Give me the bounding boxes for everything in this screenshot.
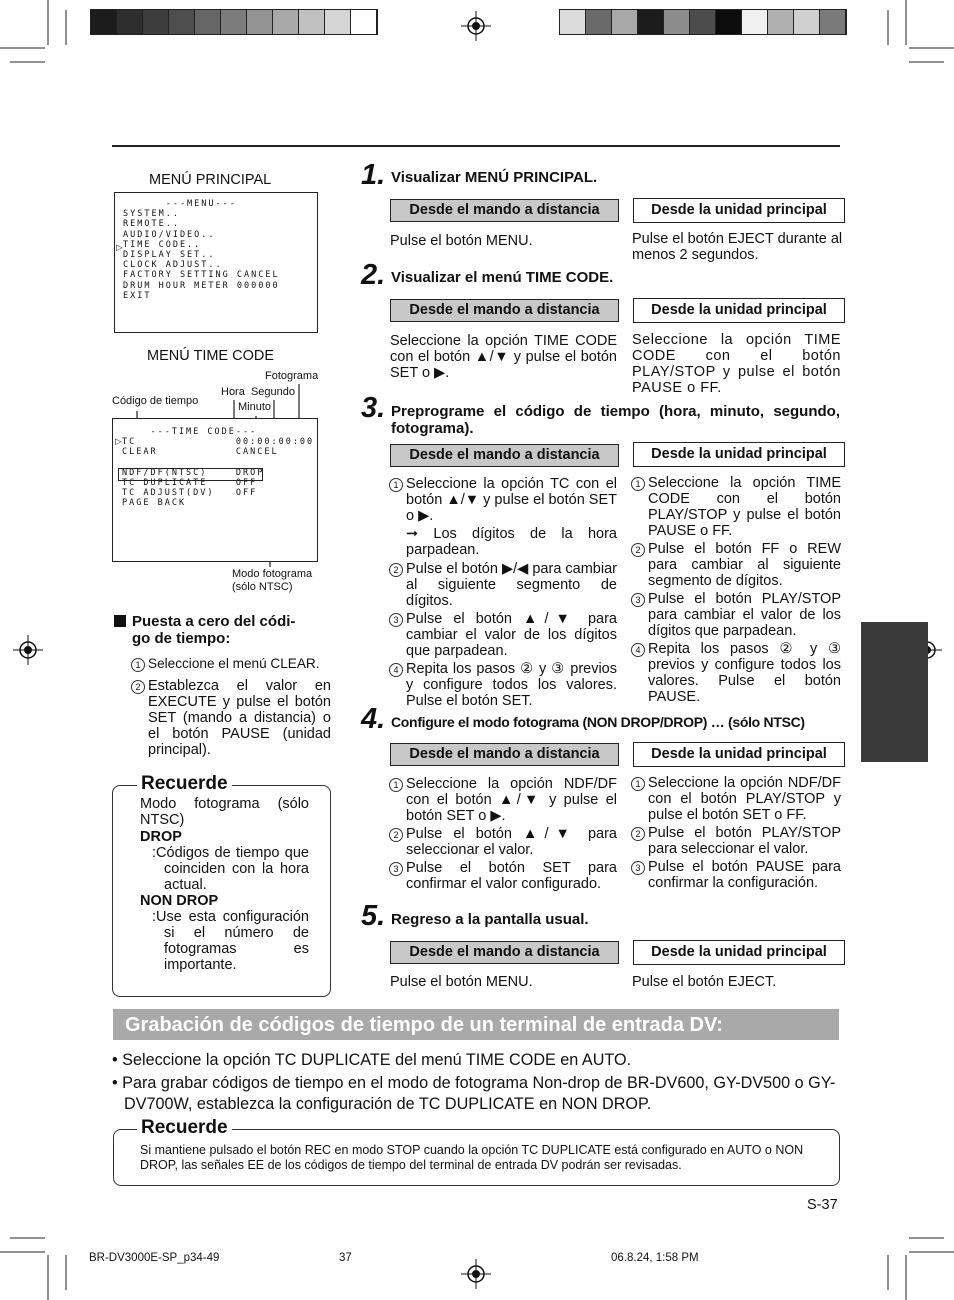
step-item — [631, 475, 841, 539]
step-item-number: 3 — [389, 862, 403, 876]
color-swatch — [820, 10, 846, 34]
annotation-fotograma: Fotograma — [265, 370, 319, 382]
footer-file: BR-DV3000E-SP_p34-49 — [89, 1252, 220, 1264]
step-item-text: Seleccione la opción TC con el botón ▲/▼ y pulse el botón SET o ▶. — [406, 476, 617, 524]
step-item-text: Repita los pasos ② y ③ previos y configure todos los valores. Pulse el botón PAUSE. — [648, 641, 841, 705]
step-2-unit-tag: Desde la unidad principal — [633, 298, 845, 323]
step-item-number: 2 — [389, 828, 403, 842]
step-item-text: Pulse el botón PAUSE para confirmar la configuración. — [648, 859, 841, 891]
step-3-number: 3. — [361, 392, 386, 424]
section-bullets — [112, 1050, 842, 1116]
step-1-title: Visualizar MENÚ PRINCIPAL. — [391, 169, 598, 186]
step-item-number: 3 — [389, 613, 403, 627]
annotation-minuto: Minuto — [238, 401, 272, 413]
step-item — [389, 476, 617, 524]
step-item-number: 3 — [631, 861, 645, 875]
recuerde-intro: Modo fotograma (sólo NTSC) — [140, 796, 309, 828]
menu-cursor-icon: ▷ — [116, 242, 123, 252]
step-item — [389, 526, 617, 558]
step-3-unit-tag: Desde la unidad principal — [633, 442, 845, 467]
step-item — [631, 825, 841, 857]
color-swatch — [273, 10, 299, 34]
registration-mark-top-icon — [461, 11, 491, 41]
puesta-list — [131, 656, 331, 758]
nondrop-label: NON DROP — [140, 893, 219, 909]
step-item-text: Pulse el botón ▲/▼ para cambiar el valor de los dígitos que parpadean. — [406, 611, 617, 659]
recuerde-title-left: Recuerde — [137, 773, 232, 795]
recuerde-text-bottom: Si mantiene pulsado el botón REC en modo STOP cuando la opción TC DUPLICATE está configurado en AUTO o NON DROP, las señales EE de los códigos de tiempo del terminal de entrada DV podrán ser revisadas. — [140, 1143, 804, 1172]
step-1-remote-text: Pulse el botón MENU. — [390, 233, 533, 249]
step-item-number: 4 — [631, 643, 645, 657]
step-item-number: 3 — [631, 593, 645, 607]
color-swatch — [169, 10, 195, 34]
color-swatch — [638, 10, 664, 34]
step-3-remote-tag: Desde el mando a distancia — [390, 444, 619, 467]
annotation-modo-fotograma: Modo fotograma (sólo NTSC) — [232, 568, 313, 593]
drop-text: :Códigos de tiempo que coinciden con la hora actual. — [152, 845, 309, 893]
step-item-text: Pulse el botón ▶/◀ para cambiar al siguiente segmento de dígitos. — [406, 561, 617, 609]
step-item-text: Repita los pasos ② y ③ previos y configure todos los valores. Pulse el botón SET. — [406, 661, 617, 709]
step-item-text: Pulse el botón PLAY/STOP para cambiar el valor de los dígitos que parpadean. — [648, 591, 841, 639]
color-swatch — [690, 10, 716, 34]
footer-date: 06.8.24, 1:58 PM — [611, 1252, 699, 1264]
step-item-text: Seleccione la opción TIME CODE con el botón PLAY/STOP y pulse el botón PAUSE o FF. — [648, 475, 841, 539]
step-4-unit-list — [631, 775, 841, 893]
color-swatch — [299, 10, 325, 34]
step-item — [631, 859, 841, 891]
puesta-item: 1 Seleccione el menú CLEAR. — [131, 656, 331, 672]
step-3-unit-list — [631, 475, 841, 707]
step-item-text: Seleccione la opción NDF/DF con el botón PLAY/STOP y pulse el botón SET o FF. — [648, 775, 841, 823]
puesta-item: 2 Establezca el valor en EXECUTE y pulse el botón SET (mando a distancia) o el botón PAUSE (unidad principal). — [131, 678, 331, 758]
menu-time-code-label: MENÚ TIME CODE — [147, 348, 275, 364]
recuerde-content-left — [140, 796, 309, 973]
step-5-unit-text: Pulse el botón EJECT. — [632, 974, 777, 990]
step-1-number: 1. — [361, 159, 386, 191]
step-2-remote-tag: Desde el mando a distancia — [390, 299, 619, 322]
step-2-remote-text: Seleccione la opción TIME CODE con el botón ▲/▼ y pulse el botón SET o ▶. — [390, 333, 617, 381]
step-3-remote-list — [389, 476, 617, 711]
color-swatch — [143, 10, 169, 34]
step-item — [389, 826, 617, 858]
section-bullet: • Para grabar códigos de tiempo en el modo de fotograma Non-drop de BR-DV600, GY-DV500 o GY-DV700W, establezca la configuración de TC DUPLICATE en NON DROP. — [112, 1073, 836, 1113]
tc-cursor-icon: ▷ — [115, 436, 122, 446]
time-code-screen — [112, 418, 318, 562]
nondrop-text: :Use esta configuración si el número de fotogramas es importante. — [152, 909, 309, 973]
step-5-number: 5. — [361, 900, 386, 932]
color-swatch — [794, 10, 820, 34]
color-swatch — [612, 10, 638, 34]
step-item-text: ➞ Los dígitos de la hora parpadean. — [406, 526, 617, 558]
puesta-square-icon — [114, 615, 126, 627]
step-item-number: 1 — [631, 477, 645, 491]
step-item-text: Pulse el botón SET para confirmar el valor configurado. — [406, 860, 617, 892]
ndf-highlight-box — [118, 468, 263, 481]
color-swatch — [742, 10, 768, 34]
section-bullet: • Seleccione la opción TC DUPLICATE del menú TIME CODE en AUTO. — [112, 1051, 632, 1069]
color-swatch — [586, 10, 612, 34]
step-item-number: 1 — [389, 778, 403, 792]
step-item — [389, 611, 617, 659]
step-4-remote-tag: Desde el mando a distancia — [390, 743, 619, 766]
step-item — [389, 561, 617, 609]
step-5-remote-text: Pulse el botón MENU. — [390, 974, 533, 990]
step-2-unit-text: Seleccione la opción TIME CODE con el botón PLAY/STOP y pulse el botón PAUSE o FF. — [632, 332, 841, 396]
tc-screen-text: ---TIME CODE--- TC 00:00:00:00 CLEAR CANCEL NDF/DF(NTSC) DROP TC DUPLICATE OFF TC ADJUST(DV) OFF PAGE BACK — [122, 427, 315, 509]
page-number: S-37 — [807, 1197, 838, 1213]
top-rule — [112, 145, 840, 147]
drop-label: DROP — [140, 829, 182, 845]
step-item — [631, 775, 841, 823]
color-swatch — [664, 10, 690, 34]
step-item — [389, 776, 617, 824]
step-item — [389, 860, 617, 892]
color-bar-right — [559, 9, 847, 35]
color-swatch — [91, 10, 117, 34]
step-item-number: 2 — [631, 543, 645, 557]
menu-principal-screen — [114, 192, 318, 333]
step-5-unit-tag: Desde la unidad principal — [633, 940, 845, 965]
color-swatch — [325, 10, 351, 34]
color-swatch — [221, 10, 247, 34]
menu-screen-text: ---MENU--- SYSTEM.. REMOTE.. AUDIO/VIDEO.. TIME CODE.. DISPLAY SET.. CLOCK ADJUST.. FACTORY SETTING CANCEL DRUM HOUR METER 000000 EXIT — [123, 199, 280, 301]
step-item-number: 2 — [631, 827, 645, 841]
step-item — [631, 591, 841, 639]
annotation-codigo: Código de tiempo — [112, 395, 199, 407]
step-2-title: Visualizar el menú TIME CODE. — [391, 269, 614, 286]
step-item-number: 2 — [389, 563, 403, 577]
color-swatch — [560, 10, 586, 34]
step-1-remote-tag: Desde el mando a distancia — [390, 199, 619, 222]
color-swatch — [247, 10, 273, 34]
puesta-title: Puesta a cero del códi- go de tiempo: — [132, 613, 296, 647]
step-item-text: Seleccione la opción NDF/DF con el botón ▲/▼ y pulse el botón SET o ▶. — [406, 776, 617, 824]
annotation-hora-segundo: Hora Segundo — [221, 386, 295, 398]
step-item — [389, 661, 617, 709]
step-item-text: Pulse el botón ▲/▼ para seleccionar el valor. — [406, 826, 617, 858]
recuerde-title-bottom: Recuerde — [137, 1117, 232, 1139]
step-item-number: 4 — [389, 663, 403, 677]
color-swatch — [716, 10, 742, 34]
step-item-text: Pulse el botón FF o REW para cambiar al siguiente segmento de dígitos. — [648, 541, 841, 589]
menu-principal-label: MENÚ PRINCIPAL — [149, 172, 272, 188]
step-item — [631, 641, 841, 705]
footer-page: 37 — [339, 1252, 352, 1264]
step-item — [631, 541, 841, 589]
step-5-remote-tag: Desde el mando a distancia — [390, 941, 619, 964]
step-4-title: Configure el modo fotograma (NON DROP/DROP) … (sólo NTSC) — [391, 714, 805, 730]
registration-mark-bottom-icon — [461, 1259, 491, 1289]
step-item-number: 1 — [631, 777, 645, 791]
step-1-unit-tag: Desde la unidad principal — [633, 198, 845, 223]
step-1-unit-text: Pulse el botón EJECT durante al menos 2 segundos. — [632, 231, 843, 263]
color-swatch — [117, 10, 143, 34]
color-bar-left — [90, 9, 378, 35]
step-4-remote-list — [389, 776, 617, 894]
registration-mark-left-icon — [13, 635, 43, 665]
step-2-number: 2. — [361, 259, 386, 291]
color-swatch — [768, 10, 794, 34]
step-4-number: 4. — [361, 703, 386, 735]
step-4-unit-tag: Desde la unidad principal — [633, 742, 845, 767]
section-title: Grabación de códigos de tiempo de un terminal de entrada DV: — [125, 1014, 723, 1036]
step-item-number: 1 — [389, 478, 403, 492]
step-5-title: Regreso a la pantalla usual. — [391, 911, 589, 928]
step-item-text: Pulse el botón PLAY/STOP para seleccionar el valor. — [648, 825, 841, 857]
color-swatch — [195, 10, 221, 34]
side-tab — [861, 622, 928, 762]
color-swatch — [351, 10, 377, 34]
step-3-title: Preprograme el código de tiempo (hora, minuto, segundo, fotograma). — [391, 403, 840, 437]
